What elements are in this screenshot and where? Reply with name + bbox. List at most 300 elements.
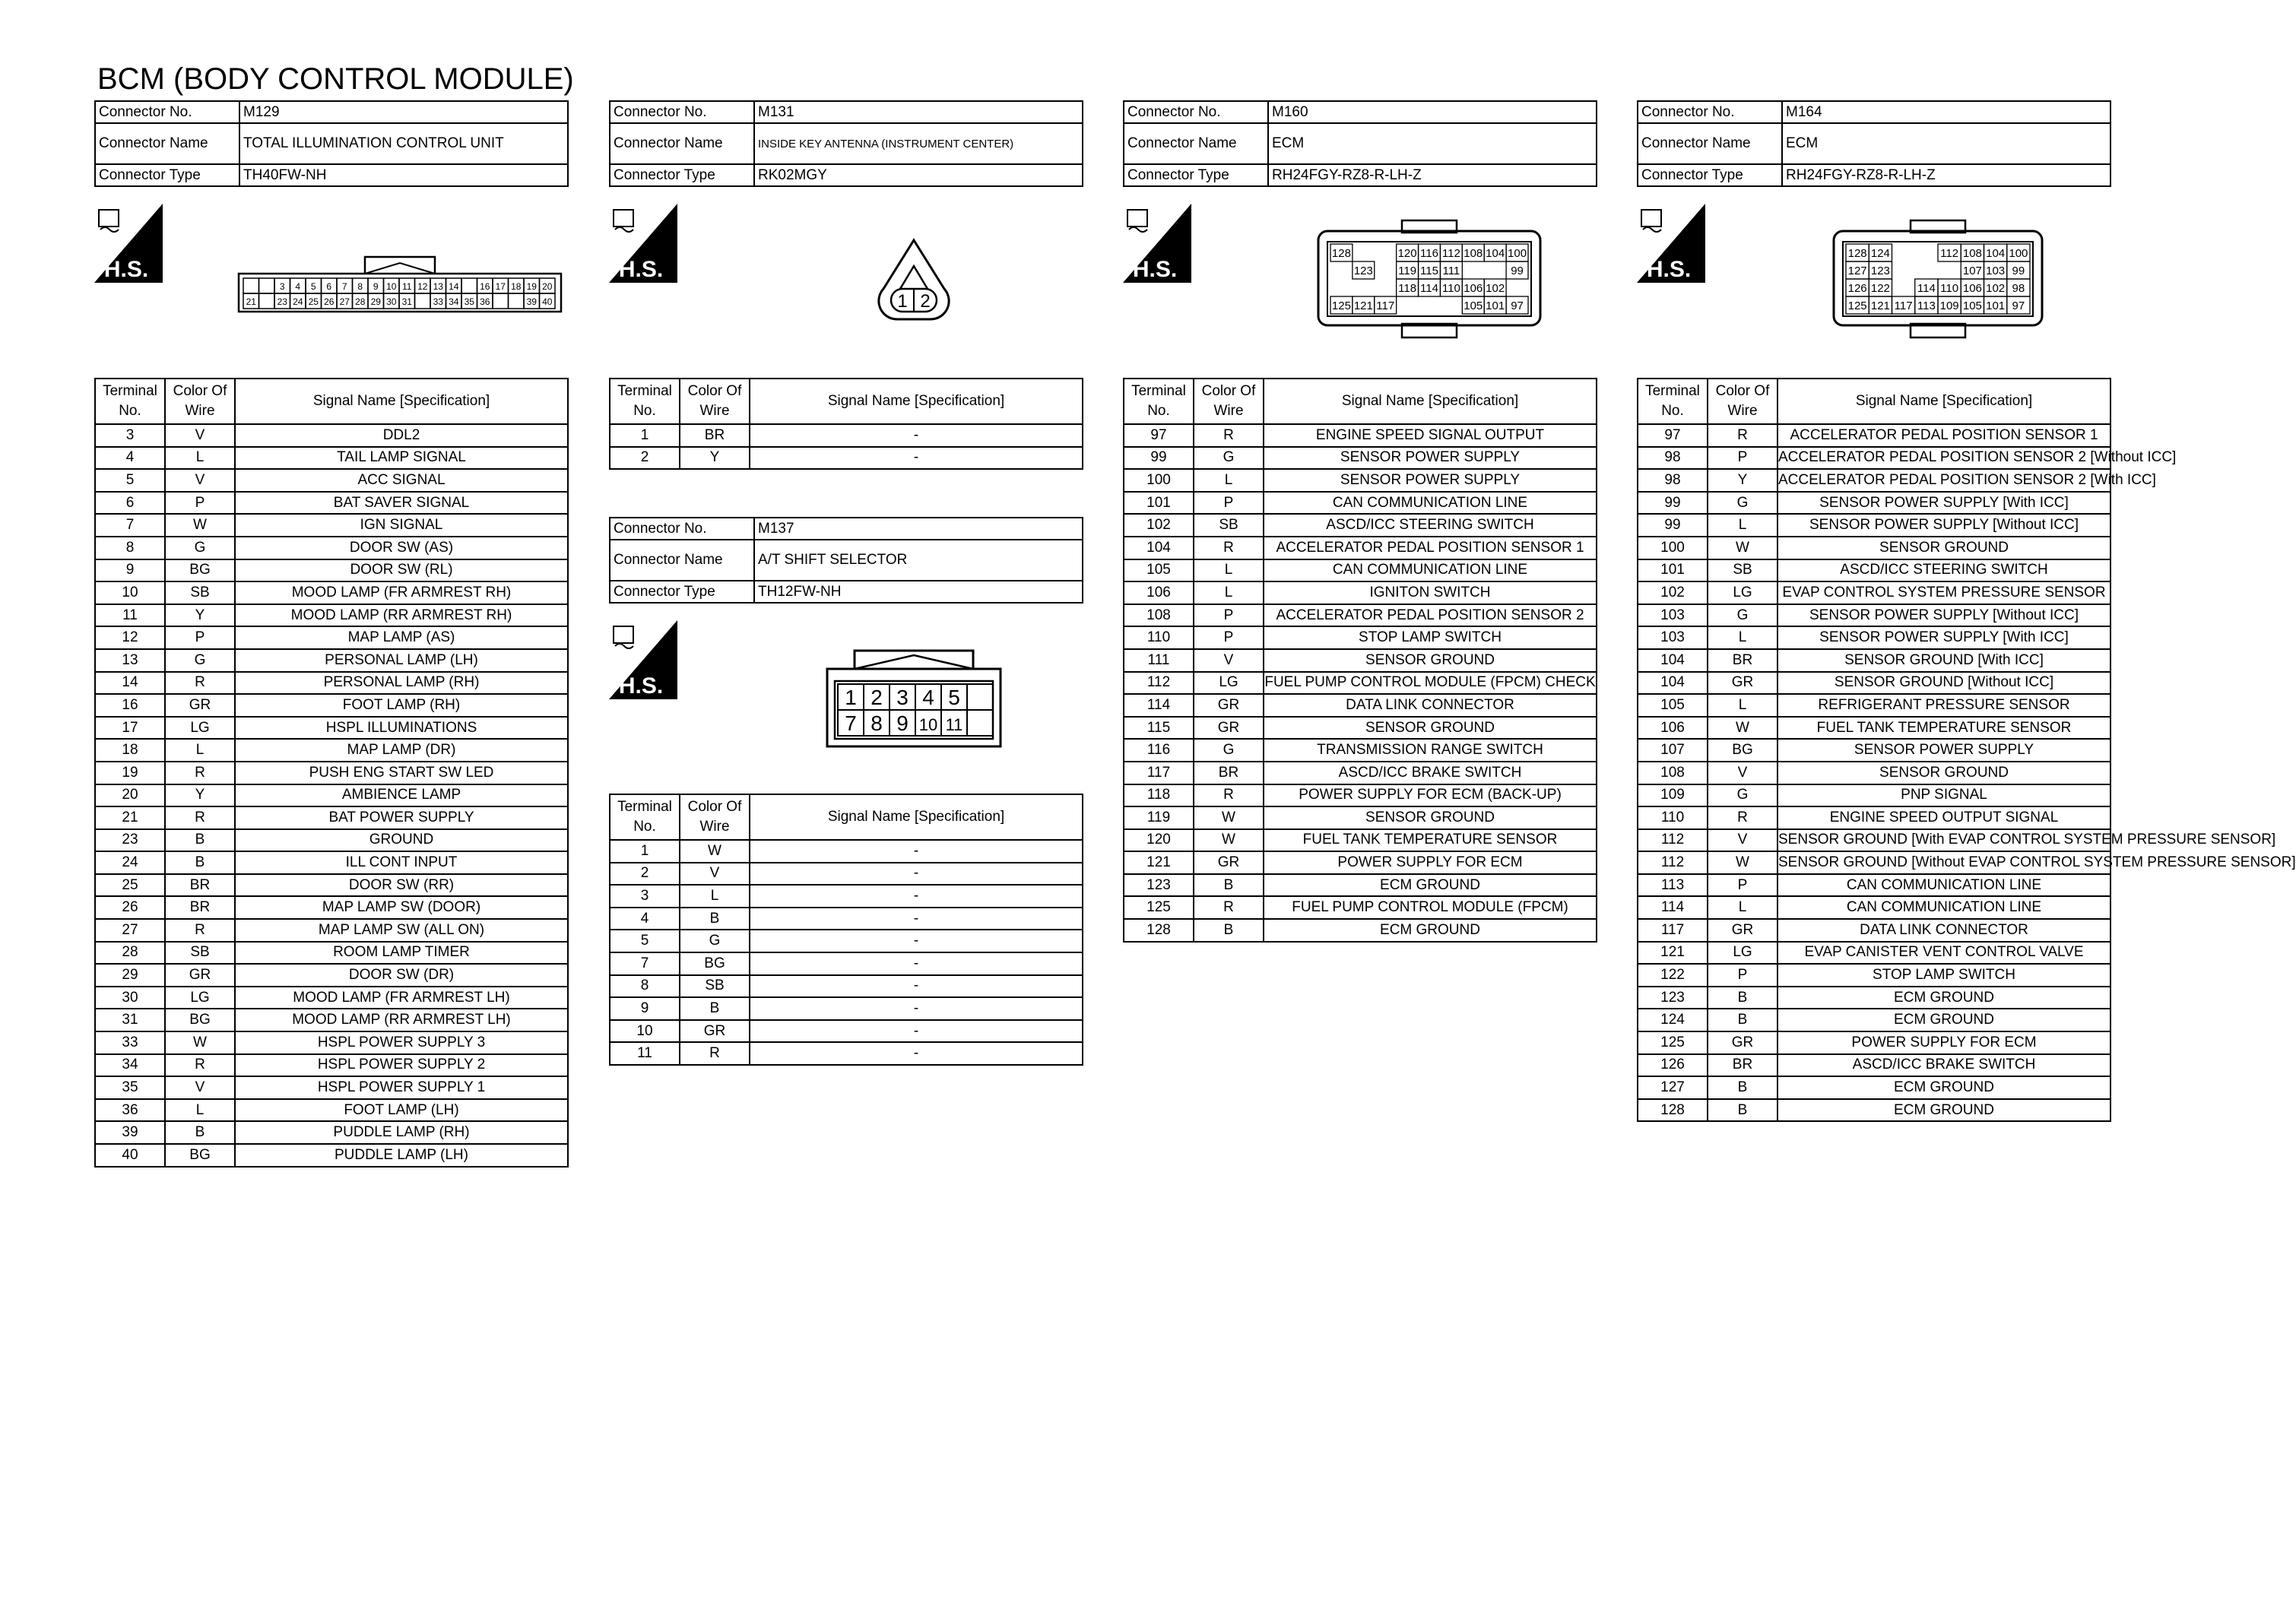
terminal-no-cell: 3 — [610, 885, 680, 908]
wire-color-cell: SB — [165, 942, 235, 965]
signal-name-cell: - — [750, 908, 1083, 930]
table-row — [1124, 581, 1597, 604]
connector-face-m137 — [824, 646, 1004, 749]
table-row — [95, 717, 568, 740]
table-row — [1638, 851, 2110, 874]
table-row — [95, 739, 568, 762]
signal-name-cell: ECM GROUND — [1264, 919, 1597, 942]
signal-name-cell: SENSOR GROUND [With EVAP CONTROL SYSTEM PRESSURE SENSOR] — [1777, 829, 2110, 852]
terminal-no-cell: 123 — [1124, 874, 1194, 897]
connector-type-value: RH24FGY-RZ8-R-LH-Z — [1268, 164, 1597, 186]
pin-label: 104 — [1986, 247, 2006, 260]
signal-name-cell: ASCD/ICC STEERING SWITCH — [1264, 514, 1597, 537]
terminal-no-cell: 105 — [1124, 559, 1194, 582]
signal-name-cell: HSPL POWER SUPPLY 3 — [235, 1031, 568, 1054]
hs-symbol — [1637, 204, 1705, 283]
pin-label: 28 — [355, 296, 366, 307]
terminal-no-cell: 29 — [95, 964, 165, 987]
pin-label: 3 — [896, 686, 909, 709]
signal-name-cell: ASCD/ICC STEERING SWITCH — [1777, 559, 2110, 582]
pin-label: 4 — [922, 686, 934, 709]
terminal-no-cell: 21 — [95, 806, 165, 829]
signal-name-header: Signal Name [Specification] — [750, 794, 1083, 840]
wire-color-cell: P — [1708, 964, 1777, 987]
pin-label: 98 — [2012, 282, 2025, 295]
signal-name-cell: MAP LAMP SW (DOOR) — [235, 896, 568, 919]
terminal-no-cell: 102 — [1124, 514, 1194, 537]
signal-name-cell: BAT SAVER SIGNAL — [235, 492, 568, 515]
pin-label: 2 — [871, 686, 883, 709]
pin-label: 106 — [1962, 282, 1982, 295]
connector-name-label: Connector Name — [1124, 123, 1268, 164]
terminal-no-header: Terminal No. — [610, 379, 680, 424]
signal-name-cell: - — [750, 1020, 1083, 1043]
wire-color-cell: V — [165, 469, 235, 492]
terminal-no-cell: 106 — [1638, 717, 1708, 740]
connector-name-value: INSIDE KEY ANTENNA (INSTRUMENT CENTER) — [754, 123, 1083, 164]
terminal-no-cell: 112 — [1638, 851, 1708, 874]
wire-color-cell: G — [1708, 784, 1777, 807]
table-row — [95, 1076, 568, 1099]
connector-no-value: M129 — [239, 101, 568, 123]
wire-color-cell: L — [165, 447, 235, 470]
terminal-no-cell: 12 — [95, 626, 165, 649]
pin-label: 117 — [1894, 299, 1913, 312]
pin-label: 4 — [295, 281, 301, 292]
pin-label: 101 — [1986, 299, 2006, 312]
terminal-no-cell: 99 — [1124, 447, 1194, 470]
wire-color-cell: GR — [1708, 672, 1777, 695]
signal-name-cell: ECM GROUND — [1777, 1076, 2110, 1099]
connector-name-label: Connector Name — [610, 123, 754, 164]
signal-name-cell: TAIL LAMP SIGNAL — [235, 447, 568, 470]
wire-color-cell: P — [1708, 447, 1777, 470]
connector-type-value: RK02MGY — [754, 164, 1083, 186]
table-row — [95, 581, 568, 604]
wire-color-cell: R — [165, 762, 235, 784]
signal-name-cell: EVAP CANISTER VENT CONTROL VALVE — [1777, 942, 2110, 965]
wire-color-cell: BG — [1708, 739, 1777, 762]
terminal-no-cell: 39 — [95, 1121, 165, 1144]
wire-color-header: Color Of Wire — [680, 379, 750, 424]
wire-color-cell: W — [165, 1031, 235, 1054]
wire-color-cell: G — [680, 930, 750, 952]
pin-label: 122 — [1870, 282, 1890, 295]
pin-label: 128 — [1847, 247, 1867, 260]
connector-type-value: TH12FW-NH — [754, 581, 1083, 603]
svg-text:H.S.: H.S. — [618, 257, 664, 282]
table-row — [1124, 784, 1597, 807]
signal-name-cell: STOP LAMP SWITCH — [1777, 964, 2110, 987]
pin-label: 18 — [511, 281, 522, 292]
wire-color-cell: BR — [680, 424, 750, 447]
table-row — [1638, 626, 2110, 649]
terminal-no-cell: 36 — [95, 1099, 165, 1122]
terminal-no-cell: 14 — [95, 672, 165, 695]
signal-name-cell: - — [750, 424, 1083, 447]
wire-color-cell: B — [680, 997, 750, 1020]
pin-label: 14 — [449, 281, 459, 292]
wire-color-cell: LG — [1708, 581, 1777, 604]
signal-name-cell: DOOR SW (DR) — [235, 964, 568, 987]
table-row — [1124, 672, 1597, 695]
wire-color-cell: B — [165, 829, 235, 852]
table-row — [1124, 492, 1597, 515]
table-row — [1124, 649, 1597, 672]
terminal-no-cell: 19 — [95, 762, 165, 784]
terminal-no-cell: 110 — [1124, 626, 1194, 649]
pin-label: 5 — [310, 281, 316, 292]
table-row — [95, 896, 568, 919]
signal-name-cell: HSPL POWER SUPPLY 1 — [235, 1076, 568, 1099]
terminal-no-cell: 117 — [1638, 919, 1708, 942]
pin-label: 121 — [1870, 299, 1890, 312]
wire-color-cell: R — [165, 806, 235, 829]
signal-name-cell: POWER SUPPLY FOR ECM — [1264, 851, 1597, 874]
terminal-no-cell: 27 — [95, 919, 165, 942]
signal-name-cell: ACCELERATOR PEDAL POSITION SENSOR 2 [Without ICC] — [1777, 447, 2110, 470]
wire-color-cell: R — [165, 919, 235, 942]
connector-name-value: A/T SHIFT SELECTOR — [754, 540, 1083, 581]
connector-name-value: ECM — [1782, 123, 2110, 164]
signal-name-cell: - — [750, 975, 1083, 998]
table-row — [95, 1121, 568, 1144]
wire-color-cell: BG — [165, 559, 235, 582]
connector-type-label: Connector Type — [610, 164, 754, 186]
terminal-no-cell: 99 — [1638, 514, 1708, 537]
terminal-no-cell: 124 — [1638, 1009, 1708, 1031]
pin-label: 125 — [1331, 299, 1351, 312]
signal-name-header: Signal Name [Specification] — [750, 379, 1083, 424]
terminal-no-cell: 102 — [1638, 581, 1708, 604]
terminal-no-cell: 99 — [1638, 492, 1708, 515]
pin-label: 23 — [277, 296, 287, 307]
table-row — [610, 885, 1083, 908]
pin-label: 104 — [1486, 247, 1505, 260]
terminal-no-cell: 107 — [1638, 739, 1708, 762]
wire-color-cell: R — [1194, 537, 1264, 559]
wire-color-cell: R — [680, 1042, 750, 1065]
table-row — [95, 1144, 568, 1167]
table-row — [1638, 739, 2110, 762]
signal-name-cell: MOOD LAMP (FR ARMREST LH) — [235, 987, 568, 1009]
pin-label: 110 — [1441, 282, 1460, 295]
terminal-no-cell: 123 — [1638, 987, 1708, 1009]
wire-color-cell: BR — [165, 874, 235, 897]
pin-label: 100 — [1508, 247, 1527, 260]
pin-label: 17 — [495, 281, 506, 292]
wire-color-cell: BR — [1708, 1054, 1777, 1077]
table-row — [95, 604, 568, 627]
terminal-no-cell: 10 — [95, 581, 165, 604]
pin-label: 8 — [357, 281, 363, 292]
wire-color-cell: L — [1194, 581, 1264, 604]
wire-color-cell: SB — [1194, 514, 1264, 537]
signal-name-cell: CAN COMMUNICATION LINE — [1264, 559, 1597, 582]
terminal-no-cell: 11 — [95, 604, 165, 627]
hs-icon — [1123, 204, 1191, 283]
wire-color-cell: LG — [165, 987, 235, 1009]
pin-label: 105 — [1464, 299, 1483, 312]
wire-color-cell: G — [165, 649, 235, 672]
terminal-no-cell: 7 — [610, 952, 680, 975]
pin-label: 115 — [1420, 265, 1438, 277]
pin-label: 7 — [845, 711, 857, 735]
terminal-no-cell: 104 — [1638, 649, 1708, 672]
wire-color-cell: Y — [680, 447, 750, 470]
signal-name-cell: IGN SIGNAL — [235, 514, 568, 537]
pin-label: 9 — [373, 281, 379, 292]
terminal-no-header: Terminal No. — [1124, 379, 1194, 424]
terminal-no-cell: 104 — [1638, 672, 1708, 695]
signal-name-cell: SENSOR GROUND — [1264, 806, 1597, 829]
wire-color-cell: SB — [165, 581, 235, 604]
wire-color-cell: GR — [1194, 851, 1264, 874]
table-row — [1638, 942, 2110, 965]
terminal-no-cell: 9 — [610, 997, 680, 1020]
terminal-no-cell: 121 — [1638, 942, 1708, 965]
terminal-no-cell: 98 — [1638, 469, 1708, 492]
signal-name-cell: ACCELERATOR PEDAL POSITION SENSOR 2 — [1264, 604, 1597, 627]
signal-name-cell: PNP SIGNAL — [1777, 784, 2110, 807]
pin-label: 5 — [948, 686, 960, 709]
table-row — [610, 975, 1083, 998]
terminal-no-cell: 17 — [95, 717, 165, 740]
table-row — [1638, 1031, 2110, 1054]
pin-label: 99 — [1511, 265, 1524, 277]
terminal-no-cell: 101 — [1124, 492, 1194, 515]
wire-color-cell: R — [165, 1054, 235, 1077]
table-row — [1124, 424, 1597, 447]
connector-name-label: Connector Name — [1638, 123, 1782, 164]
signal-name-cell: SENSOR GROUND [Without EVAP CONTROL SYSTEM PRESSURE SENSOR] — [1777, 851, 2110, 874]
wire-color-cell: V — [680, 863, 750, 886]
table-row — [95, 1054, 568, 1077]
pin-label: 102 — [1986, 282, 2006, 295]
connector-face-m164 — [1831, 219, 2045, 342]
table-row — [1638, 469, 2110, 492]
wire-color-cell: B — [165, 851, 235, 874]
signal-name-cell: ROOM LAMP TIMER — [235, 942, 568, 965]
signal-name-cell: CAN COMMUNICATION LINE — [1777, 896, 2110, 919]
signal-name-cell: IGNITON SWITCH — [1264, 581, 1597, 604]
wire-color-cell: G — [1194, 447, 1264, 470]
terminal-no-cell: 8 — [610, 975, 680, 998]
terminal-no-cell: 11 — [610, 1042, 680, 1065]
connector-no-label: Connector No. — [1638, 101, 1782, 123]
wire-color-cell: G — [165, 537, 235, 559]
table-row — [610, 863, 1083, 886]
connector-type-label: Connector Type — [95, 164, 239, 186]
pin-label: 123 — [1870, 265, 1890, 277]
wire-color-cell: W — [165, 514, 235, 537]
pin-label: 128 — [1331, 247, 1351, 260]
terminal-no-cell: 122 — [1638, 964, 1708, 987]
pin-label: 30 — [386, 296, 397, 307]
signal-name-cell: SENSOR GROUND — [1777, 537, 2110, 559]
svg-text:H.S.: H.S. — [618, 673, 664, 699]
wire-color-cell: R — [1708, 424, 1777, 447]
pin-label: 31 — [401, 296, 412, 307]
pin-label: 108 — [1464, 247, 1483, 260]
signal-name-cell: REFRIGERANT PRESSURE SENSOR — [1777, 694, 2110, 717]
pin-label: 11 — [402, 281, 412, 292]
connector-no-label: Connector No. — [610, 518, 754, 540]
signal-name-cell: PUDDLE LAMP (LH) — [235, 1144, 568, 1167]
terminal-no-cell: 35 — [95, 1076, 165, 1099]
signal-name-cell: MOOD LAMP (RR ARMREST LH) — [235, 1009, 568, 1031]
wire-color-cell: Y — [165, 604, 235, 627]
table-row — [1638, 1054, 2110, 1077]
signal-name-cell: POWER SUPPLY FOR ECM — [1777, 1031, 2110, 1054]
terminal-no-cell: 114 — [1124, 694, 1194, 717]
wire-color-cell: L — [1194, 469, 1264, 492]
signal-name-cell: SENSOR POWER SUPPLY — [1777, 739, 2110, 762]
connector-type-value: RH24FGY-RZ8-R-LH-Z — [1782, 164, 2110, 186]
pin-label: 26 — [324, 296, 335, 307]
terminal-no-cell: 20 — [95, 784, 165, 807]
signal-name-cell: ACCELERATOR PEDAL POSITION SENSOR 1 — [1777, 424, 2110, 447]
wire-color-cell: BG — [165, 1009, 235, 1031]
pin-label: 10 — [918, 715, 938, 734]
pin-label: 111 — [1442, 265, 1460, 277]
table-row — [95, 1099, 568, 1122]
wire-color-cell: B — [1194, 874, 1264, 897]
pin-label: 13 — [433, 281, 443, 292]
table-row — [95, 806, 568, 829]
hs-icon — [1637, 204, 1705, 283]
terminal-no-cell: 128 — [1124, 919, 1194, 942]
connector-face-m129 — [237, 254, 563, 313]
hs-icon — [609, 620, 677, 699]
table-row — [610, 952, 1083, 975]
signal-name-header: Signal Name [Specification] — [1777, 379, 2110, 424]
pin-label: 118 — [1398, 282, 1417, 295]
table-row — [95, 1009, 568, 1031]
pin-label: 35 — [464, 296, 474, 307]
signal-name-cell: DOOR SW (RL) — [235, 559, 568, 582]
signal-name-cell: MAP LAMP (AS) — [235, 626, 568, 649]
signal-name-cell: FUEL TANK TEMPERATURE SENSOR — [1264, 829, 1597, 852]
table-row — [95, 942, 568, 965]
hs-icon — [609, 204, 677, 283]
table-row — [1638, 1099, 2110, 1122]
signal-name-cell: - — [750, 952, 1083, 975]
pin-label: 19 — [526, 281, 537, 292]
pin-label: 36 — [480, 296, 490, 307]
table-row — [610, 930, 1083, 952]
pin-label: 124 — [1870, 247, 1890, 260]
terminal-no-cell: 7 — [95, 514, 165, 537]
connector-m129 — [94, 100, 569, 187]
table-row — [610, 908, 1083, 930]
connector-name-label: Connector Name — [610, 540, 754, 581]
signal-name-cell: STOP LAMP SWITCH — [1264, 626, 1597, 649]
wire-color-cell: P — [1194, 604, 1264, 627]
connector-no-label: Connector No. — [610, 101, 754, 123]
pin-label: 106 — [1464, 282, 1483, 295]
pin-label: 114 — [1420, 282, 1438, 295]
signal-name-header: Signal Name [Specification] — [1264, 379, 1597, 424]
table-row — [610, 840, 1083, 863]
table-row — [1638, 537, 2110, 559]
svg-text:H.S.: H.S. — [1646, 257, 1692, 282]
wire-color-cell: L — [1708, 694, 1777, 717]
pin-label: 97 — [2012, 299, 2025, 312]
connector-name-value: ECM — [1268, 123, 1597, 164]
wire-color-cell: B — [1708, 987, 1777, 1009]
terminal-no-cell: 128 — [1638, 1099, 1708, 1122]
connector-m131 — [609, 100, 1083, 187]
pin-label: 11 — [945, 715, 963, 734]
wire-color-cell: LG — [1194, 672, 1264, 695]
wire-color-cell: L — [1194, 559, 1264, 582]
terminal-no-cell: 112 — [1638, 829, 1708, 852]
signal-name-cell: - — [750, 840, 1083, 863]
signal-name-cell: DOOR SW (AS) — [235, 537, 568, 559]
pin-label: 127 — [1847, 265, 1867, 277]
table-row — [610, 447, 1083, 470]
signal-name-cell: ASCD/ICC BRAKE SWITCH — [1777, 1054, 2110, 1077]
wire-color-cell: V — [165, 424, 235, 447]
terminal-no-cell: 26 — [95, 896, 165, 919]
terminal-no-cell: 125 — [1638, 1031, 1708, 1054]
wire-color-cell: GR — [165, 964, 235, 987]
connector-type-label: Connector Type — [1638, 164, 1782, 186]
table-row — [95, 537, 568, 559]
wire-color-cell: B — [1708, 1009, 1777, 1031]
signal-name-cell: SENSOR POWER SUPPLY [With ICC] — [1777, 626, 2110, 649]
wire-color-cell: Y — [165, 784, 235, 807]
table-row — [95, 626, 568, 649]
wire-color-cell: P — [1708, 874, 1777, 897]
wire-color-cell: V — [1708, 762, 1777, 784]
signal-name-cell: ECM GROUND — [1264, 874, 1597, 897]
wire-color-cell: B — [1708, 1099, 1777, 1122]
signal-name-cell: HSPL POWER SUPPLY 2 — [235, 1054, 568, 1077]
signal-name-cell: GROUND — [235, 829, 568, 852]
table-row — [95, 874, 568, 897]
wire-color-cell: L — [1708, 514, 1777, 537]
table-row — [1638, 424, 2110, 447]
wire-color-cell: G — [1194, 739, 1264, 762]
terminal-no-cell: 3 — [95, 424, 165, 447]
connector-no-label: Connector No. — [95, 101, 239, 123]
signal-name-cell: - — [750, 1042, 1083, 1065]
wire-color-header: Color Of Wire — [165, 379, 235, 424]
pin-label: 110 — [1940, 282, 1959, 295]
signal-name-cell: AMBIENCE LAMP — [235, 784, 568, 807]
connector-type-label: Connector Type — [1124, 164, 1268, 186]
table-row — [95, 694, 568, 717]
hs-symbol — [609, 204, 677, 283]
signal-name-cell: POWER SUPPLY FOR ECM (BACK-UP) — [1264, 784, 1597, 807]
table-row — [1638, 896, 2110, 919]
table-row — [610, 997, 1083, 1020]
pin-label: 9 — [896, 711, 909, 735]
pin-label: 120 — [1397, 247, 1417, 260]
table-row — [1124, 896, 1597, 919]
terminal-no-cell: 112 — [1124, 672, 1194, 695]
pin-label: 12 — [417, 281, 428, 292]
table-row — [610, 1042, 1083, 1065]
wire-color-cell: GR — [1708, 1031, 1777, 1054]
terminal-no-cell: 103 — [1638, 604, 1708, 627]
table-row — [1124, 739, 1597, 762]
terminal-no-cell: 33 — [95, 1031, 165, 1054]
pin-label: 97 — [1511, 299, 1524, 312]
table-row — [1124, 537, 1597, 559]
